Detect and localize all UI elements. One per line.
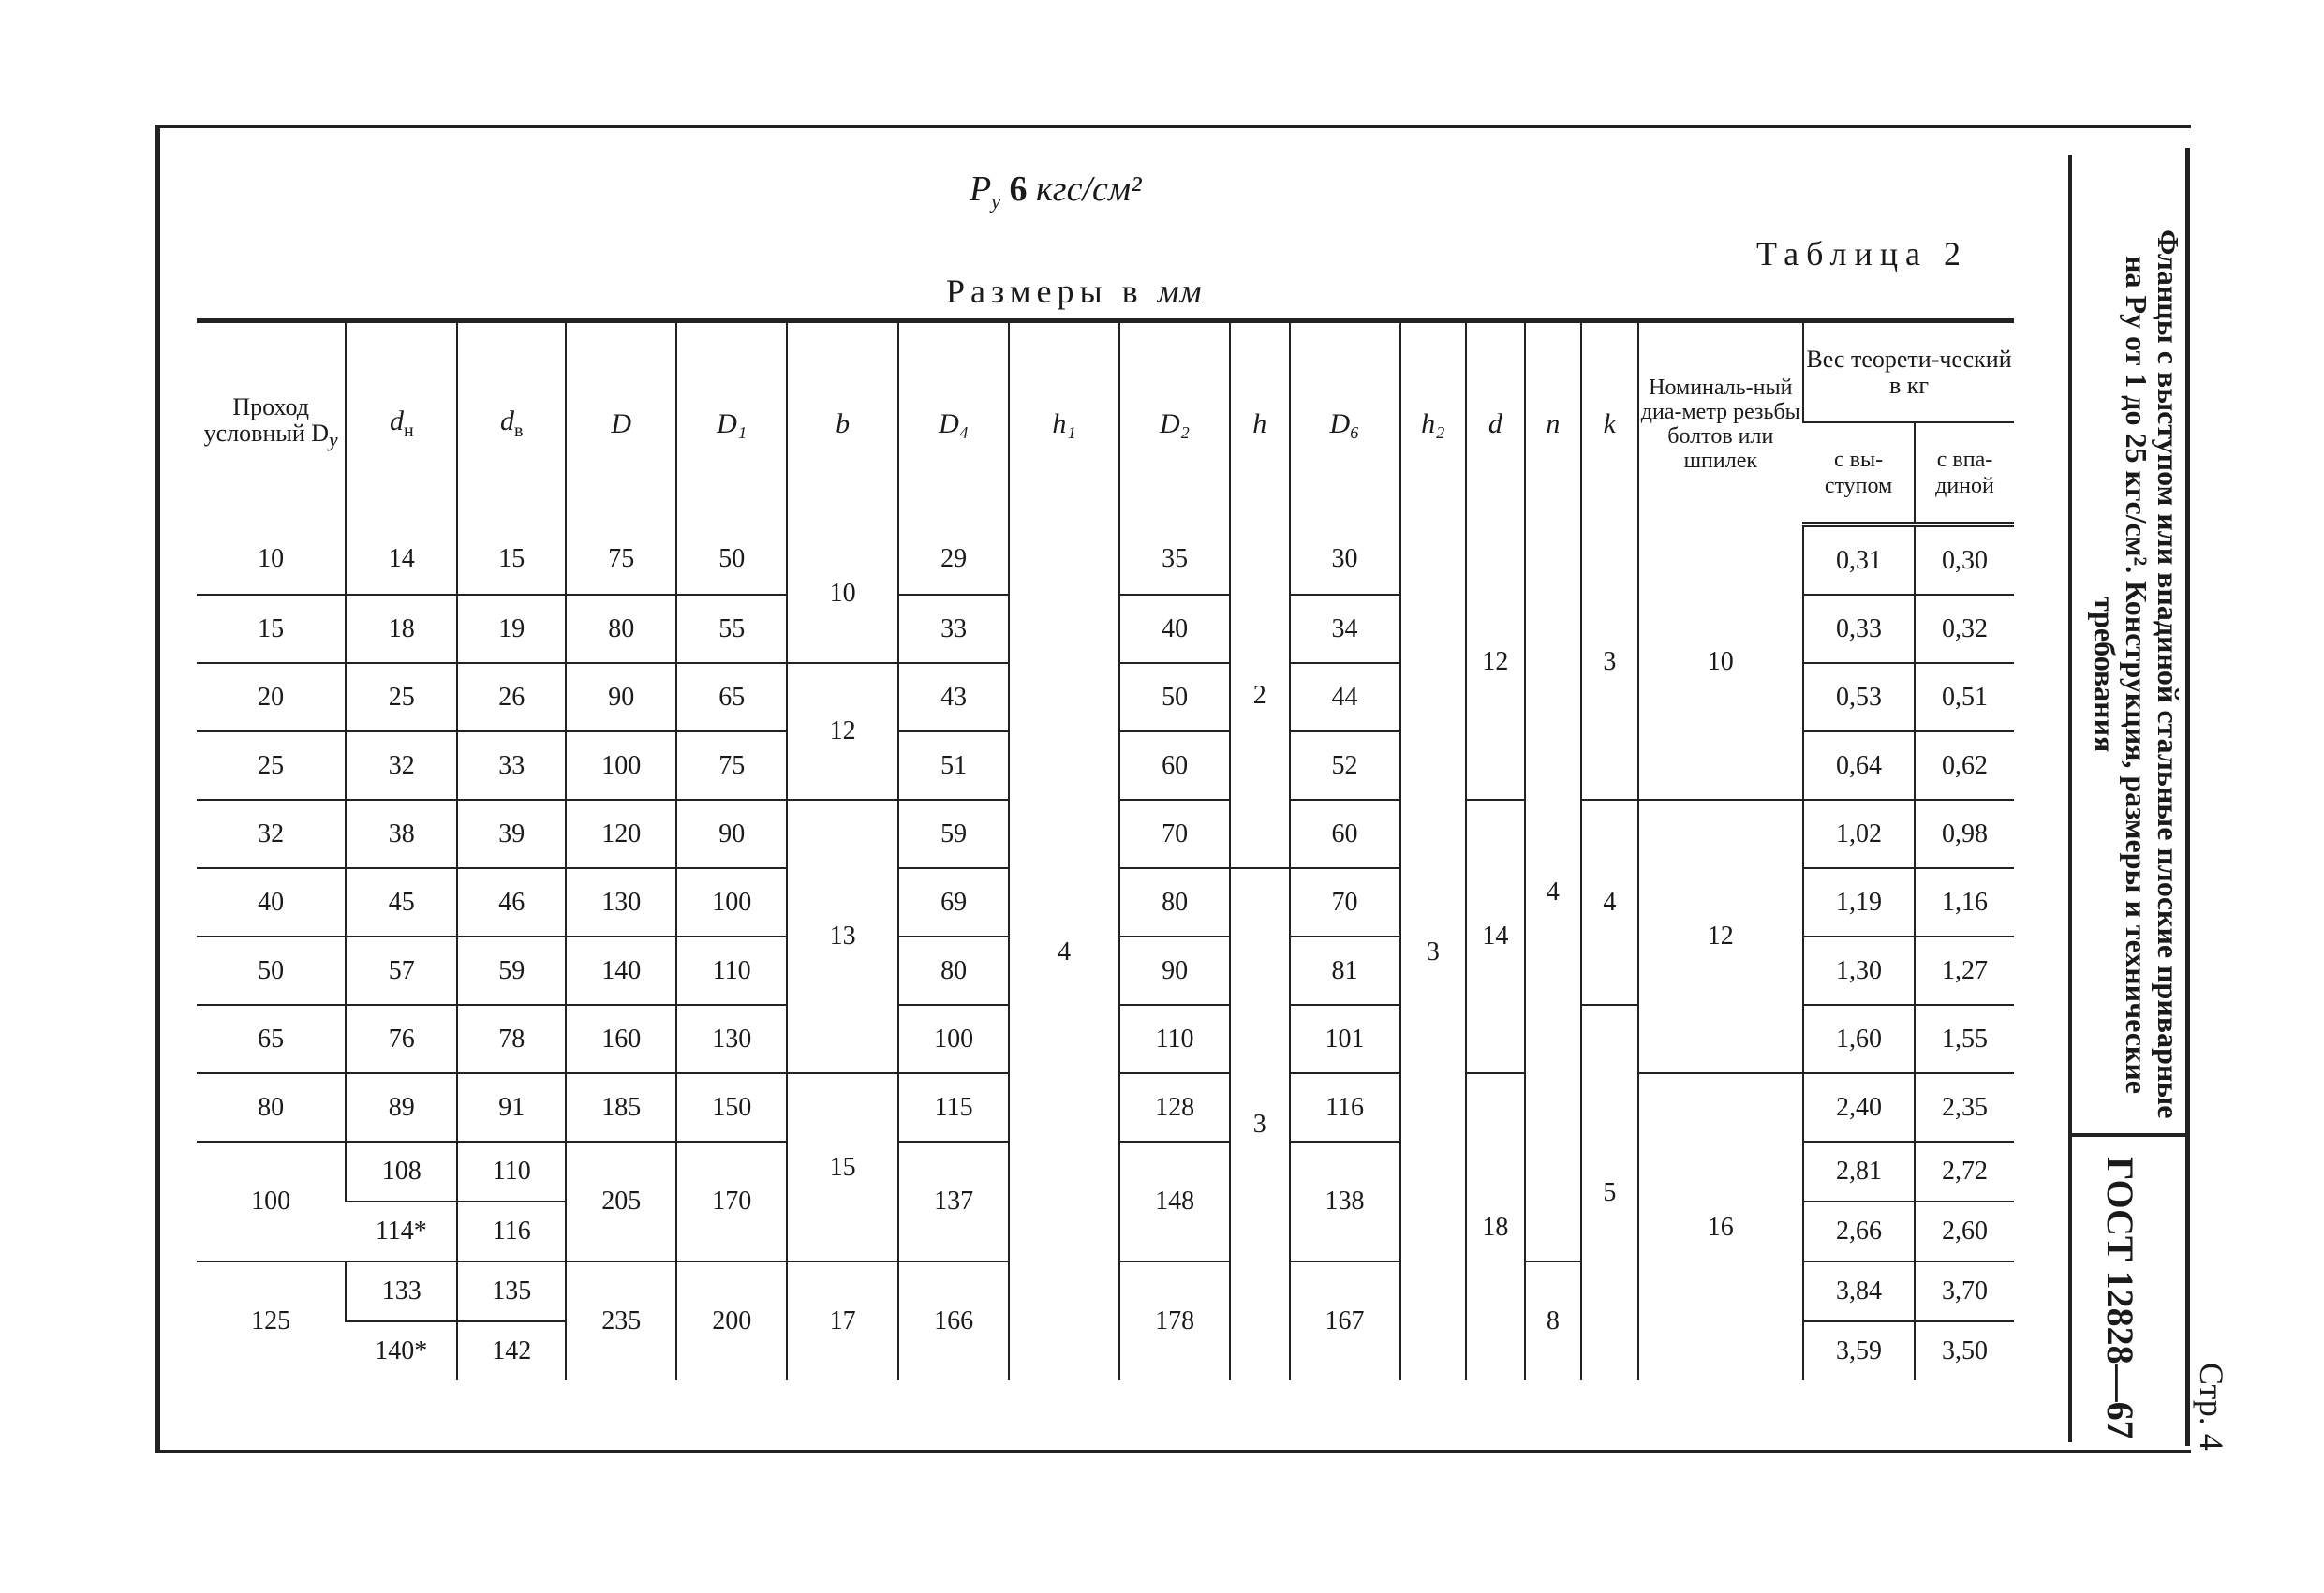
table-row: 114* 116 2,66 2,60 xyxy=(197,1202,2014,1261)
col-dv: $d_в$ xyxy=(457,321,566,525)
table-number: Таблица 2 xyxy=(1756,235,1968,273)
units-caption: Размеры в мм xyxy=(946,273,1203,310)
table-row: 125 133 135 235 200 17 166 178 167 8 3,84 3,70 xyxy=(197,1261,2014,1321)
table-row: 20 25 26 90 65 12 43 50 44 0,53 0,51 xyxy=(197,663,2014,731)
pressure-heading: $P_у$ 6 кгс/см² xyxy=(970,170,1142,214)
col-k: k xyxy=(1581,321,1637,525)
col-D: D xyxy=(566,321,676,525)
table-row: 10 14 15 75 50 10 29 4 35 2 30 3 12 4 3 10 0,31 0,30 xyxy=(197,524,2014,595)
col-h2: h₂ xyxy=(1400,321,1467,525)
col-dn: $d_н$ xyxy=(346,321,457,525)
table-row: 40 45 46 130 100 69 80 3 70 1,19 1,16 xyxy=(197,868,2014,937)
col-n: n xyxy=(1525,321,1581,525)
col-weight: Вес теорети-ческий в кг xyxy=(1803,321,2014,423)
col-weight-projection: с вы-ступом xyxy=(1803,422,1915,524)
table-row: 80 89 91 185 150 15 115 128 116 18 16 2,40 2,35 xyxy=(197,1073,2014,1142)
col-h: h xyxy=(1230,321,1290,525)
col-dy: Проход условный $D_у$ xyxy=(197,321,346,525)
sidebar-divider xyxy=(2072,1133,2189,1137)
col-d: d xyxy=(1466,321,1525,525)
col-b: b xyxy=(787,321,898,525)
table-row: 32 38 39 120 90 13 59 70 60 14 4 12 1,02 0,98 xyxy=(197,800,2014,868)
dimensions-table xyxy=(197,318,2014,1380)
col-D1: D₁ xyxy=(676,321,787,525)
page-number: Стр. 4 xyxy=(2193,1363,2230,1451)
gost-number: ГОСТ 12828—67 xyxy=(2099,1157,2141,1439)
sidebar-separator xyxy=(2068,155,2072,1442)
table-row: 25 32 33 100 75 51 60 52 0,64 0,62 xyxy=(197,731,2014,800)
col-D2: D₂ xyxy=(1119,321,1230,525)
col-D4: D₄ xyxy=(898,321,1009,525)
frame-right-rule xyxy=(2185,148,2190,1446)
table-row: 65 76 78 160 130 100 110 101 5 1,60 1,55 xyxy=(197,1005,2014,1073)
table-row: 15 18 19 80 55 33 40 34 0,33 0,32 xyxy=(197,595,2014,663)
document-title: Фланцы с выступом или впадиной стальные плоские приварные на Pу от 1 до 25 кгс/см². Конструкция, размеры и технические требования xyxy=(2088,229,2185,1119)
col-D6: D₆ xyxy=(1290,321,1400,525)
col-weight-recess: с впа-диной xyxy=(1915,422,2014,524)
table-row: 100 108 110 205 170 137 148 138 2,81 2,72 xyxy=(197,1142,2014,1202)
col-thread: Номиналь-ный диа-метр резьбы болтов или шпилек xyxy=(1638,321,1803,525)
table-row: 140* 142 3,59 3,50 xyxy=(197,1321,2014,1380)
table-row: 50 57 59 140 110 80 90 81 1,30 1,27 xyxy=(197,937,2014,1005)
col-h1: h₁ xyxy=(1009,321,1119,525)
